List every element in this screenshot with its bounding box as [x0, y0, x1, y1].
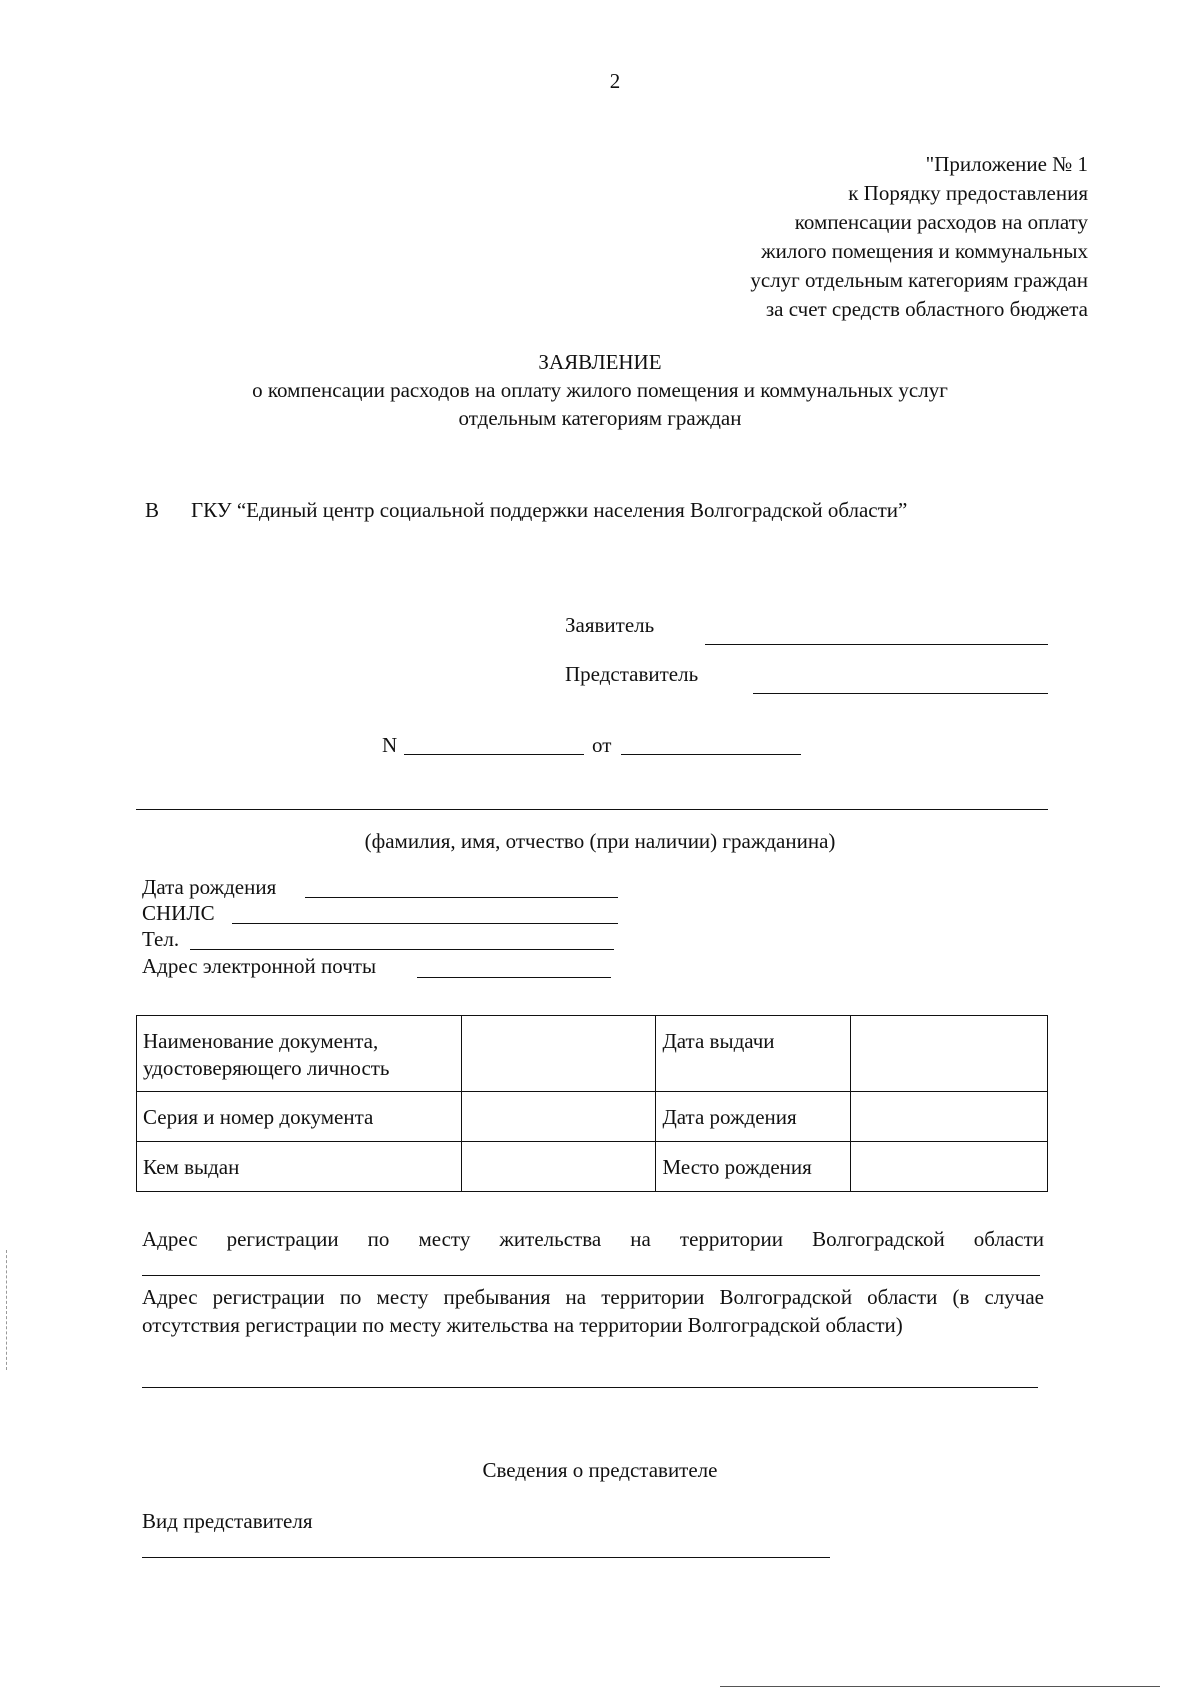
- appendix-line: компенсации расходов на оплату: [794, 210, 1088, 234]
- table-label-cell: Дата выдачи: [656, 1016, 851, 1092]
- stay-address-label: Адрес регистрации по месту пребывания на территории Волгоградской области (в случае отсутствия регистрации по месту жительства на территории Волгоградской области): [142, 1285, 1044, 1337]
- stay-address-field[interactable]: [142, 1387, 1038, 1388]
- residence-address-field[interactable]: [142, 1275, 1040, 1276]
- appendix-line: за счет средств областного бюджета: [765, 297, 1088, 321]
- snils-label: СНИЛС: [142, 901, 215, 925]
- residence-address-label: Адрес регистрации по месту жительства на территории Волгоградской области: [142, 1227, 1044, 1251]
- date-field[interactable]: [621, 754, 801, 755]
- addressee: [145, 497, 907, 523]
- table-row: [137, 1092, 1048, 1142]
- table-label-cell: Кем выдан: [137, 1142, 462, 1192]
- table-input-cell[interactable]: [851, 1092, 1048, 1142]
- title-subtitle-line1: о компенсации расходов на оплату жилого помещения и коммунальных услуг: [252, 378, 948, 402]
- appendix-line: к Порядку предоставления: [848, 181, 1088, 205]
- table-label-cell: Серия и номер документа: [137, 1092, 462, 1142]
- number-label: N: [382, 733, 398, 757]
- table-label-cell: Место рождения: [656, 1142, 851, 1192]
- appendix-note: [750, 150, 1088, 324]
- table-row: [137, 1142, 1048, 1192]
- table-row: [137, 1016, 1048, 1092]
- phone-label: Тел.: [142, 927, 180, 951]
- page-number: 2: [609, 69, 621, 93]
- snils-field[interactable]: [232, 923, 618, 924]
- number-field[interactable]: [404, 754, 584, 755]
- appendix-line: "Приложение № 1: [925, 152, 1088, 176]
- appendix-line: жилого помещения и коммунальных: [761, 239, 1088, 263]
- representative-type-field[interactable]: [142, 1557, 830, 1558]
- table-label-cell: Наименование документа, удостоверяющего личность: [137, 1016, 462, 1092]
- applicant-field[interactable]: [705, 644, 1048, 645]
- email-label: Адрес электронной почты: [142, 954, 377, 978]
- from-label: от: [592, 733, 612, 757]
- appendix-line: услуг отдельным категориям граждан: [750, 268, 1088, 292]
- fio-field[interactable]: [136, 809, 1048, 810]
- table-input-cell[interactable]: [851, 1142, 1048, 1192]
- fio-caption: (фамилия, имя, отчество (при наличии) гражданина): [364, 829, 836, 853]
- title-subtitle-line2: отдельным категориям граждан: [458, 406, 742, 430]
- table-input-cell[interactable]: [461, 1142, 656, 1192]
- scan-margin-mark: [6, 1250, 7, 1370]
- document-title: [0, 348, 1200, 432]
- title-heading: ЗАЯВЛЕНИЕ: [538, 350, 662, 374]
- email-field[interactable]: [417, 977, 611, 978]
- identity-document-table: [136, 1015, 1048, 1192]
- representative-type-label: Вид представителя: [142, 1509, 313, 1533]
- representative-label: Представитель: [565, 662, 699, 686]
- table-input-cell[interactable]: [461, 1092, 656, 1142]
- birth-date-label: Дата рождения: [142, 875, 277, 899]
- applicant-label: Заявитель: [565, 613, 655, 637]
- scan-bottom-edge: [720, 1686, 1160, 1687]
- birth-date-field[interactable]: [305, 897, 618, 898]
- addressee-prefix: В: [145, 498, 160, 522]
- table-input-cell[interactable]: [851, 1016, 1048, 1092]
- table-label-cell: Дата рождения: [656, 1092, 851, 1142]
- table-input-cell[interactable]: [461, 1016, 656, 1092]
- representative-field[interactable]: [753, 693, 1048, 694]
- phone-field[interactable]: [190, 949, 614, 950]
- representative-section-heading: Сведения о представителе: [482, 1458, 718, 1482]
- addressee-organization: ГКУ “Единый центр социальной поддержки населения Волгоградской области”: [191, 498, 908, 522]
